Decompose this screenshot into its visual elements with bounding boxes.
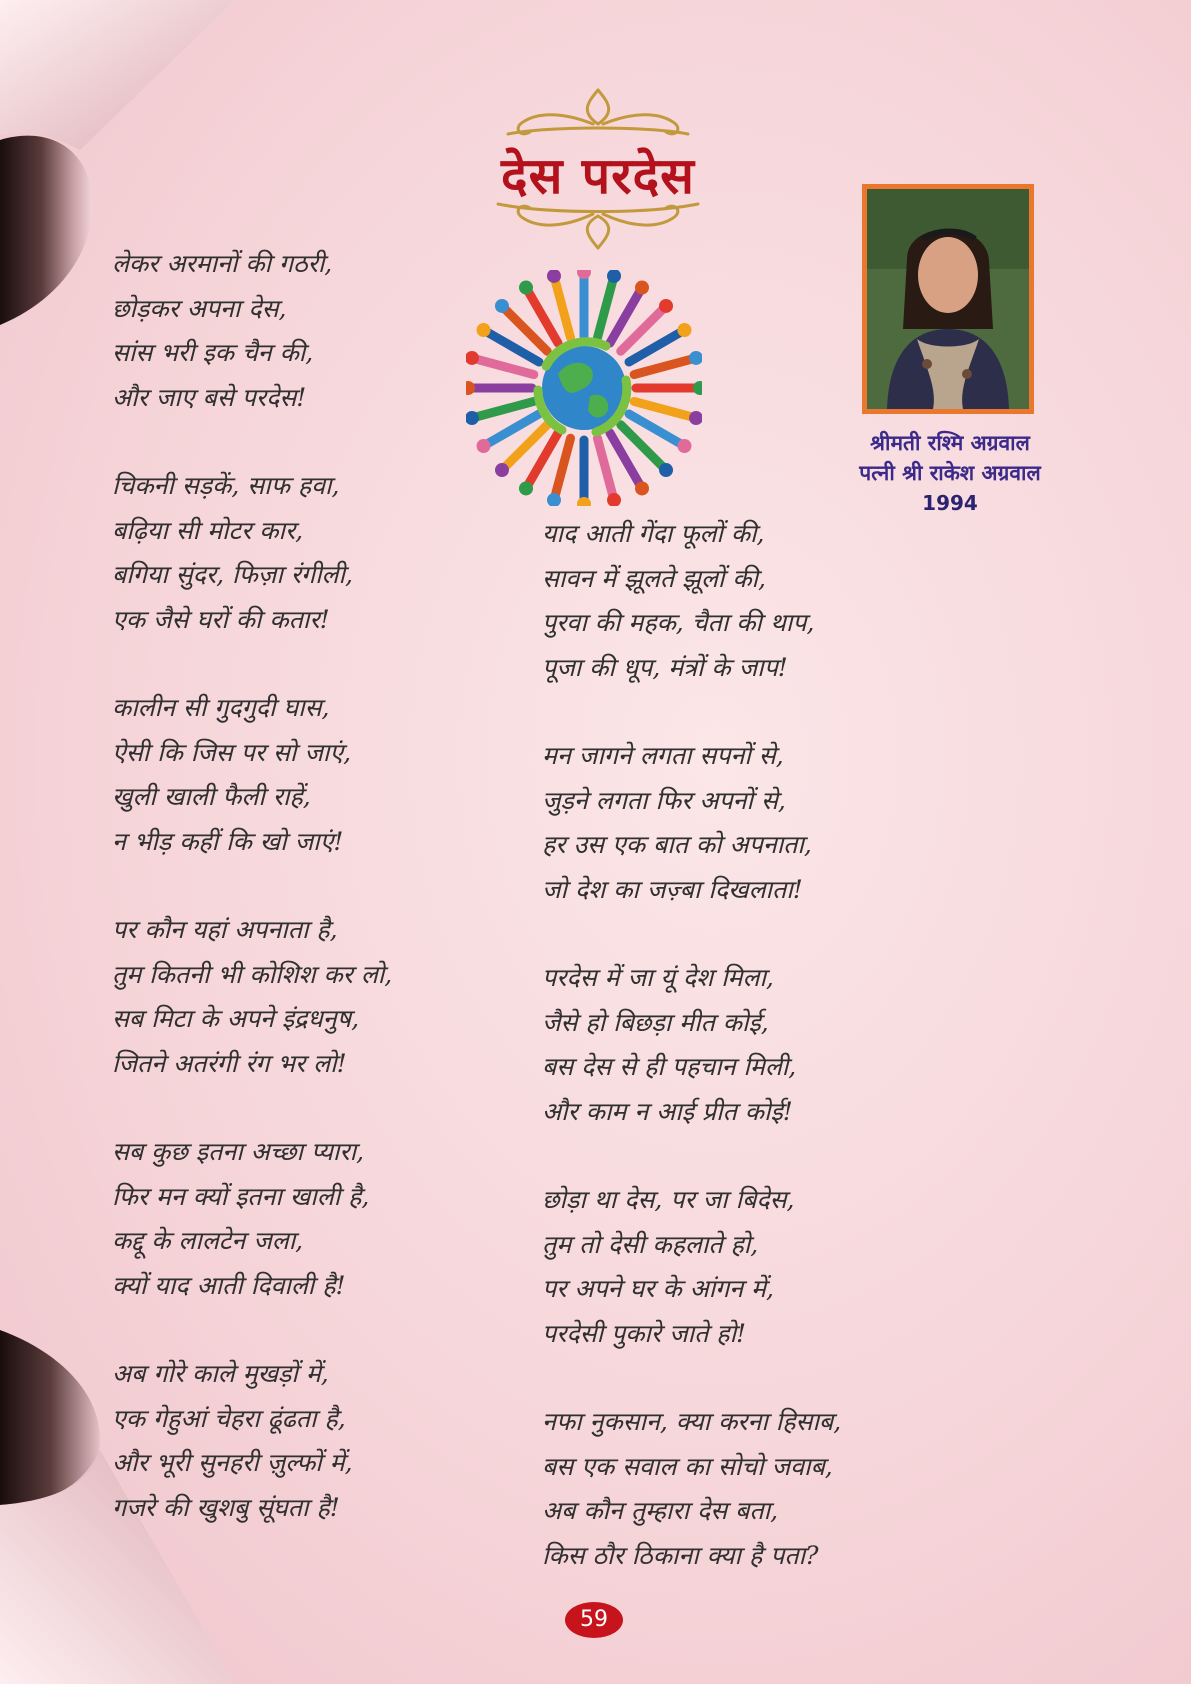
poem-line: परदेस में जा यूं देश मिला, <box>542 963 774 992</box>
poem-line: किस ठौर ठिकाना क्या है पता? <box>542 1540 819 1570</box>
poem-line: पुरवा की महक, चैता की थाप, <box>542 608 815 637</box>
poem-line: कालीन सी गुदगुदी घास, <box>112 693 330 722</box>
poem-line: पर कौन यहां अपनाता है, <box>112 915 338 944</box>
page-number-badge: 59 <box>565 1602 623 1638</box>
stanza <box>112 908 512 1086</box>
poem-line: छोड़ा था देस, पर जा बिदेस, <box>542 1185 795 1214</box>
title-block <box>468 82 728 252</box>
page-title: देस परदेस <box>501 146 695 205</box>
poem-line: और जाए बसे परदेस! <box>112 382 307 412</box>
poem-line: अब कौन तुम्हारा देस बता, <box>542 1496 779 1525</box>
poem-line: और भूरी सुनहरी ज़ुल्फों में, <box>112 1448 353 1477</box>
poem-line: नफा नुकसान, क्या करना हिसाब, <box>542 1407 842 1436</box>
poem-line: कद्दू के लालटेन जला, <box>112 1226 304 1255</box>
poem-line: अब गोरे काले मुखड़ों में, <box>112 1359 329 1388</box>
author-year: 1994 <box>922 491 978 515</box>
stanza <box>112 242 512 420</box>
stanza <box>112 686 512 864</box>
stanza <box>542 1400 982 1578</box>
poem-line: याद आती गेंदा फूलों की, <box>542 519 765 548</box>
poem-line: गजरे की खुशबु सूंघता है! <box>112 1492 340 1522</box>
poem-line: बगिया सुंदर, फिज़ा रंगीली, <box>112 560 353 589</box>
author-caption <box>820 428 1080 518</box>
stanza <box>542 734 982 912</box>
poem-line: जुड़ने लगता फिर अपनों से, <box>542 785 786 815</box>
poem-line: फिर मन क्यों इतना खाली है, <box>112 1181 370 1211</box>
poem-line: जैसे हो बिछड़ा मीत कोई, <box>542 1007 769 1037</box>
poem-line: बढ़िया सी मोटर कार, <box>112 515 304 545</box>
stanza <box>542 956 982 1134</box>
author-portrait <box>862 184 1034 414</box>
stanza <box>112 1352 512 1530</box>
poem-line: सब कुछ इतना अच्छा प्यारा, <box>112 1137 365 1166</box>
poem-right-column <box>542 512 982 1578</box>
stanza <box>112 1130 512 1308</box>
stanza <box>542 1178 982 1356</box>
poem-line: बस देस से ही पहचान मिली, <box>542 1052 797 1081</box>
poem-line: जो देश का जज़्बा दिखलाता! <box>542 874 803 904</box>
poem-line: पूजा की धूप, मंत्रों के जाप! <box>542 652 788 682</box>
poem-line: क्यों याद आती दिवाली है! <box>112 1270 346 1300</box>
author-relation: पत्नी श्री राकेश अग्रवाल <box>859 461 1041 485</box>
poem-line: ऐसी कि जिस पर सो जाएं, <box>112 737 352 767</box>
poem-line: तुम कितनी भी कोशिश कर लो, <box>112 959 393 989</box>
poem-line: हर उस एक बात को अपनाता, <box>542 830 812 859</box>
stanza <box>112 464 512 642</box>
poem-line: जितने अतरंगी रंग भर लो! <box>112 1048 347 1078</box>
stanza <box>542 512 982 690</box>
author-name: श्रीमती रश्मि अग्रवाल <box>870 431 1030 455</box>
poem-line: सांस भरी इक चैन की, <box>112 338 314 367</box>
author-portrait-icon <box>867 189 1029 409</box>
poem-line: सावन में झूलते झूलों की, <box>542 563 766 593</box>
poem-line: सब मिटा के अपने इंद्रधनुष, <box>112 1004 360 1033</box>
poem-line: चिकनी सड़कें, साफ हवा, <box>112 471 340 500</box>
poem-line: छोड़कर अपना देस, <box>112 293 287 323</box>
poem-line: और काम न आई प्रीत कोई! <box>542 1096 793 1126</box>
poem-line: पर अपने घर के आंगन में, <box>542 1274 774 1303</box>
poem-line: बस एक सवाल का सोचो जवाब, <box>542 1451 833 1481</box>
poem-line: खुली खाली फैली राहें, <box>112 782 311 811</box>
poem-line: न भीड़ कहीं कि खो जाएं! <box>112 826 344 856</box>
poem-line: तुम तो देसी कहलाते हो, <box>542 1229 759 1259</box>
poem-left-column <box>112 242 512 1530</box>
poem-line: परदेसी पुकारे जाते हो! <box>542 1318 747 1348</box>
poem-line: एक गेहुआं चेहरा ढूंढता है, <box>112 1403 346 1433</box>
poem-line: एक जैसे घरों की कतार! <box>112 604 330 634</box>
poem-line: मन जागने लगता सपनों से, <box>542 741 784 770</box>
poem-line: लेकर अरमानों की गठरी, <box>112 249 333 278</box>
